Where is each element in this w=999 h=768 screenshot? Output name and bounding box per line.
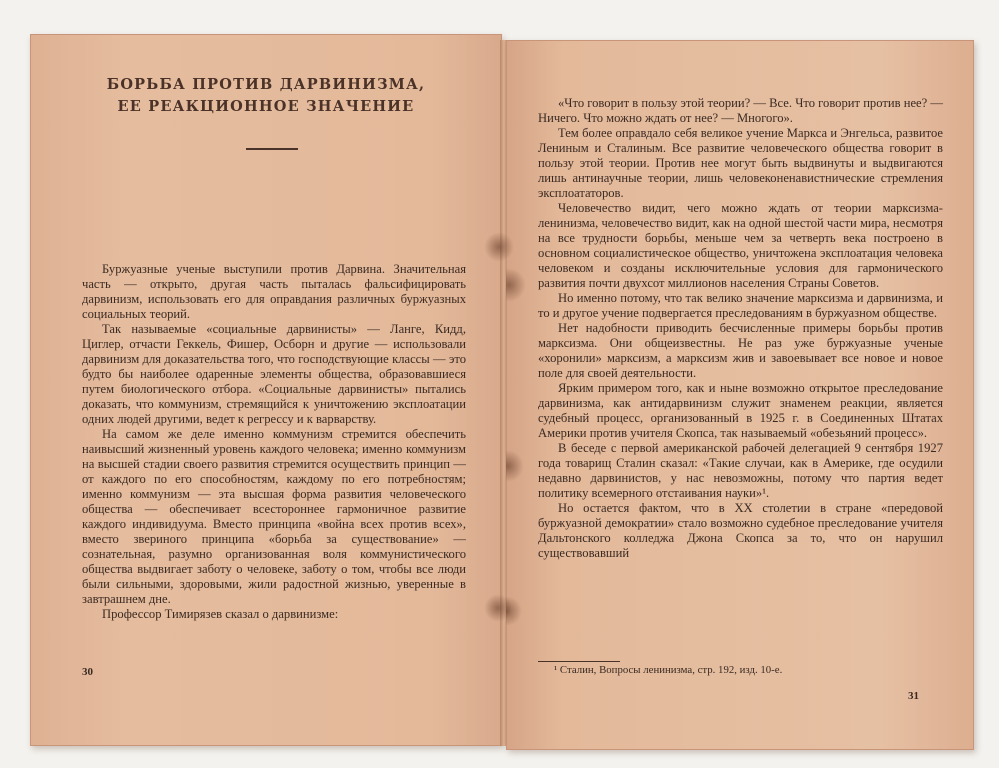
paragraph: В беседе с первой американской рабочей делегацией 9 сентября 1927 года товарищ Сталин сказал: «Такие случаи, как в Америке, где осудили недавно дарвинистов, у нас невозможны, потому что партия ведет политику всемерного отстаивания науки»¹. xyxy=(538,441,943,500)
footnote-rule xyxy=(538,661,620,662)
page-number: 30 xyxy=(82,666,93,678)
left-page-body xyxy=(82,262,466,622)
paragraph: На самом же деле именно коммунизм стремится обеспечить наивысший жизненный уровень каждого человека; именно коммунизм на высшей стадии своего развития стремится осуществить принцип — от каждого по его способностям, каждому по его потребностям; именно коммунизм — эта высшая форма развития человеческого общества — обеспечивает всестороннее гармоничное развитие каждого индивидуума. Вместо принципа «война всех против всех», вместо звериного принципа «борьба за существование» — сознательная, разумно организованная воля коммунистического общества выдвигает заботу о человеке, заботу о том, чтобы все люди были сильными, здоровыми, жили радостной жизнью, уверенные в завтрашнем дне. xyxy=(82,427,466,606)
left-page xyxy=(30,34,502,746)
paper-stain xyxy=(484,594,512,622)
paragraph: Ярким примером того, как и ныне возможно открытое преследование дарвинизма, как антидарвинизм служит знаменем реакции, является судебный процесс, организованный в 1925 г. в Соединенных Штатах Америки против учителя Скопса, так называемый «обезьяний процесс». xyxy=(538,381,943,440)
chapter-heading-line-2: ЕЕ РЕАКЦИОННОЕ ЗНАЧЕНИЕ xyxy=(117,98,415,115)
right-page xyxy=(506,40,974,750)
footnote: ¹ Сталин, Вопросы ленинизма, стр. 192, изд. 10-е. xyxy=(554,664,783,676)
chapter-heading-line-1: БОРЬБА ПРОТИВ ДАРВИНИЗМА, xyxy=(106,76,426,93)
paragraph: Профессор Тимирязев сказал о дарвинизме: xyxy=(102,607,339,621)
paragraph: Нет надобности приводить бесчисленные примеры борьбы против марксизма. Они общеизвестны. Не раз уже буржуазные ученые «хоронили» марксизм, а марксизм жив и завоевывает все новое и новое поле для своей деятельности. xyxy=(538,321,943,380)
paper-stain xyxy=(506,268,526,302)
paragraph: Так называемые «социальные дарвинисты» — Ланге, Кидд, Циглер, отчасти Геккель, Фишер, Осборн и другие — использовали дарвинизм для доказательства того, что господствующие классы — это будто бы наиболее одаренные элементы общества, образовавшиеся путем биологического отбора. «Социальные дарвинисты» пытались доказать, что коммунизм, стремящийся к уничтожению эксплоатации одних людей другими, ведет к регрессу и к варварству. xyxy=(82,322,466,426)
paragraph: Человечество видит, чего можно ждать от теории марксизма-ленинизма, человечество видит, как на одной шестой части мира, несмотря на все трудности борьбы, меньше чем за четверть века построено в основном социалистическое общество, уничтожена эксплоатация человека человеком и созданы исключительные условия для гармонического развития почти двухсот миллионов населения Страны Советов. xyxy=(538,201,943,290)
right-page-body xyxy=(538,96,943,561)
paragraph: Буржуазные ученые выступили против Дарвина. Значительная часть — открыто, другая часть пыталась фальсифицировать дарвинизм, использовать его для оправдания различных буржуазных социальных теорий. xyxy=(82,262,466,321)
paragraph: Но именно потому, что так велико значение марксизма и дарвинизма, и то и другое учение подвергается преследованиям в буржуазном обществе. xyxy=(538,291,943,320)
heading-rule xyxy=(246,148,298,150)
page-number: 31 xyxy=(908,690,919,702)
paper-stain xyxy=(506,450,524,482)
paragraph: Но остается фактом, что в XX столетии в стране «передовой буржуазной демократии» стало возможно судебное преследование учителя Дальтонского колледжа Джона Скопса за то, что он нарушил существовавший xyxy=(538,501,943,560)
paragraph: Тем более оправдало себя великое учение Маркса и Энгельса, развитое Лениным и Сталиным. Все развитие человеческого общества говорит в пользу этой теории. Против нее могут быть выдвинуты и выдвигаются лишь антинаучные теории, лишь человеконенавистнические стремления эксплоататоров. xyxy=(538,126,943,200)
paragraph: «Что говорит в пользу этой теории? — Все. Что говорит против нее? — Ничего. Что можно ждать от нее? — Многого». xyxy=(538,96,943,125)
paper-stain xyxy=(484,232,514,262)
